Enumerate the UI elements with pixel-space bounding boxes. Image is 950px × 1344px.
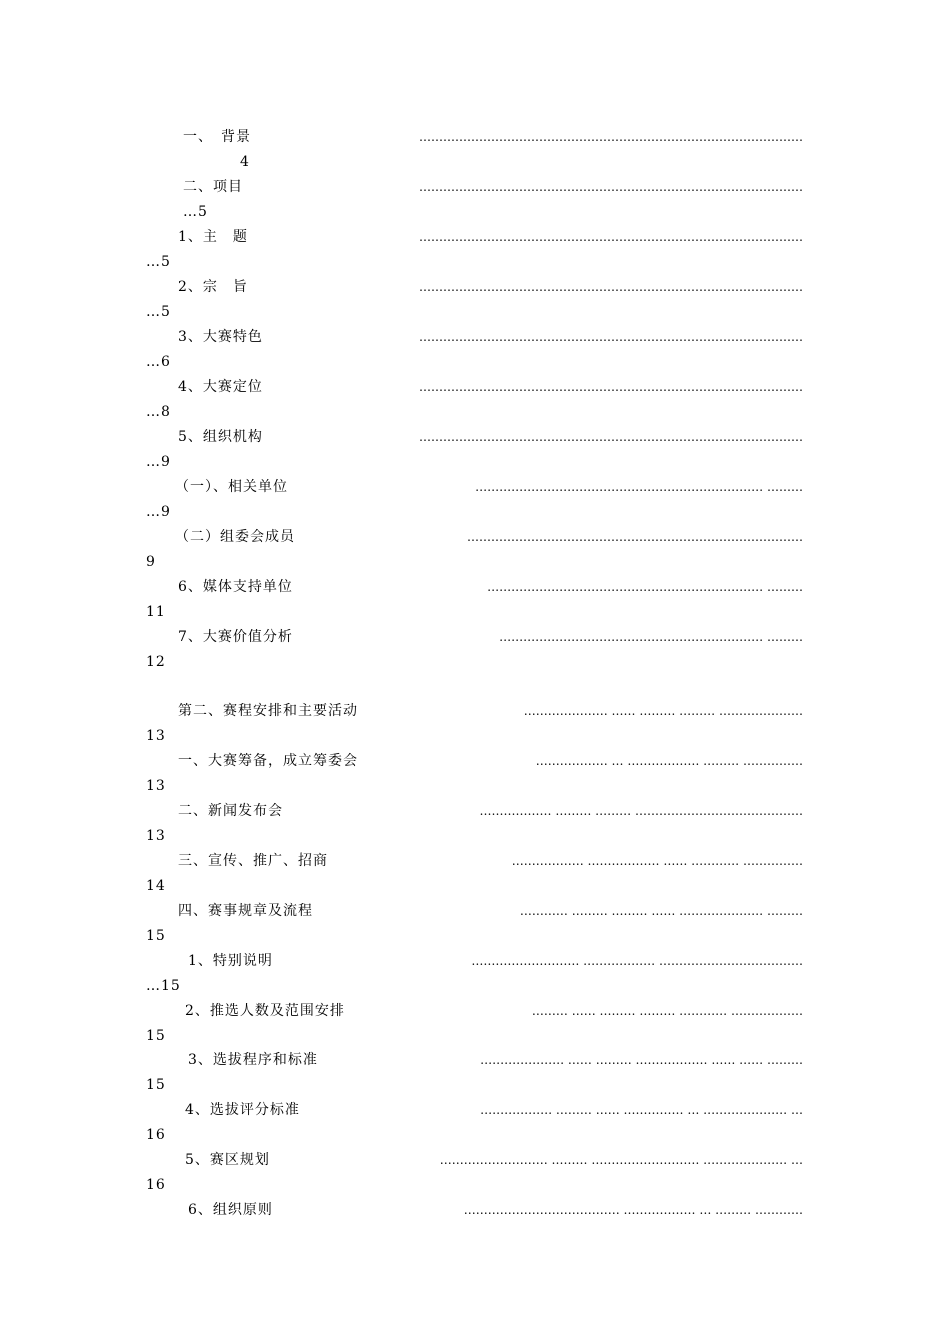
toc-page-number: 16 [146, 1127, 166, 1143]
toc-page-number: …15 [146, 978, 181, 994]
toc-entry-title: 4、选拔评分标准 [185, 1102, 300, 1118]
toc-leader-dots: ………………………………………………………… ……… [499, 630, 803, 644]
toc-entry-title: 3、大赛特色 [178, 329, 263, 345]
toc-leader-dots: …………………………………………………………………………………… [419, 130, 803, 144]
toc-entry-title: 1、特别说明 [188, 953, 273, 969]
toc-page-number: 16 [146, 1177, 166, 1193]
toc-leader-dots: …………………………………………………………………………………… [419, 430, 803, 444]
toc-leader-dots: …………………………………………………………………………………… [419, 380, 803, 394]
toc-leader-dots: ………… ……… ……… …… ………………… ……… [519, 904, 803, 918]
toc-page-number: 13 [146, 828, 166, 844]
toc-entry-title: 三、宣传、推广、招商 [178, 853, 328, 869]
toc-leader-dots: ……………………… ……………… ……………………………… [471, 954, 803, 968]
toc-page-number: 15 [146, 1028, 166, 1044]
toc-page-number: 15 [146, 1077, 166, 1093]
toc-page-number: 9 [146, 554, 156, 570]
toc-entry-title: 二、新闻发布会 [178, 803, 283, 819]
toc-entry-title: 6、媒体支持单位 [178, 579, 293, 595]
toc-entry-title: 7、大赛价值分析 [178, 629, 293, 645]
toc-page-number: 4 [240, 154, 250, 170]
toc-leader-dots: …………………………………………………………………………………… [419, 230, 803, 244]
toc-entry-title: 二、项目 [183, 179, 243, 195]
toc-leader-dots: ………………………………… ……………… … ……… ………… [463, 1203, 803, 1217]
toc-page-number: 13 [146, 728, 166, 744]
toc-leader-dots: …………………………………………………………………………………… [419, 180, 803, 194]
toc-leader-dots: ………………… …… ……… ……………… …… …… ……… [480, 1053, 803, 1067]
toc-leader-dots: ………………………………………………………………………… [467, 530, 803, 544]
toc-page-number: 15 [146, 928, 166, 944]
toc-entry-title: 1、主 题 [178, 229, 248, 245]
toc-page-number: …5 [183, 204, 208, 220]
toc-leader-dots: ……………… … ……………… ……… …………… [535, 754, 803, 768]
toc-page-number: …9 [146, 454, 171, 470]
toc-leader-dots: ……………………… ……… ……………………… ………………… … [439, 1153, 803, 1167]
toc-entry-title: 第二、赛程安排和主要活动 [178, 703, 358, 719]
toc-entry-title: （一）、相关单位 [175, 479, 288, 495]
toc-page-number: 14 [146, 878, 166, 894]
toc-entry-title: 一、大赛筹备，成立筹委会 [178, 753, 358, 769]
toc-entry-title: （二）组委会成员 [175, 529, 295, 545]
toc-page-number: …5 [146, 254, 171, 270]
toc-entry-title: 2、宗 旨 [178, 279, 248, 295]
toc-page-number: 11 [146, 604, 166, 620]
toc-page-number: 12 [146, 654, 166, 670]
toc-leader-dots: ……………… ……… ……… …………………………………… [479, 804, 803, 818]
toc-page-number: …6 [146, 354, 171, 370]
toc-entry-title: 四、赛事规章及流程 [178, 903, 313, 919]
toc-page-number: …8 [146, 404, 171, 420]
toc-page-number: 13 [146, 778, 166, 794]
toc-entry-title: 2、推选人数及范围安排 [185, 1003, 345, 1019]
toc-leader-dots: ………………… …… ……… ……… ………………… [523, 704, 803, 718]
toc-entry-title: 3、选拔程序和标准 [188, 1052, 318, 1068]
toc-entry-title: 4、大赛定位 [178, 379, 263, 395]
toc-leader-dots: ……………… ……………… …… ………… …………… [511, 854, 803, 868]
toc-leader-dots: …………………………………………………………… ……… [487, 580, 803, 594]
toc-leader-dots: …………………………………………………………………………………… [419, 330, 803, 344]
toc-page-number: …5 [146, 304, 171, 320]
toc-entry-title: 5、赛区规划 [185, 1152, 270, 1168]
toc-leader-dots: ……… …… ……… ……… ………… ……………… [531, 1004, 803, 1018]
toc-leader-dots: …………………………………………………………………………………… [419, 280, 803, 294]
toc-leader-dots: ……………… ……… …… …………… … ………………… … [480, 1103, 803, 1117]
toc-leader-dots: ……………………………………………………………… ……… [475, 480, 803, 494]
toc-entry-title: 6、组织原则 [188, 1202, 273, 1218]
toc-entry-title: 5、组织机构 [178, 429, 263, 445]
toc-entry-title: 一、 背景 [183, 129, 251, 145]
toc-page-number: …9 [146, 504, 171, 520]
